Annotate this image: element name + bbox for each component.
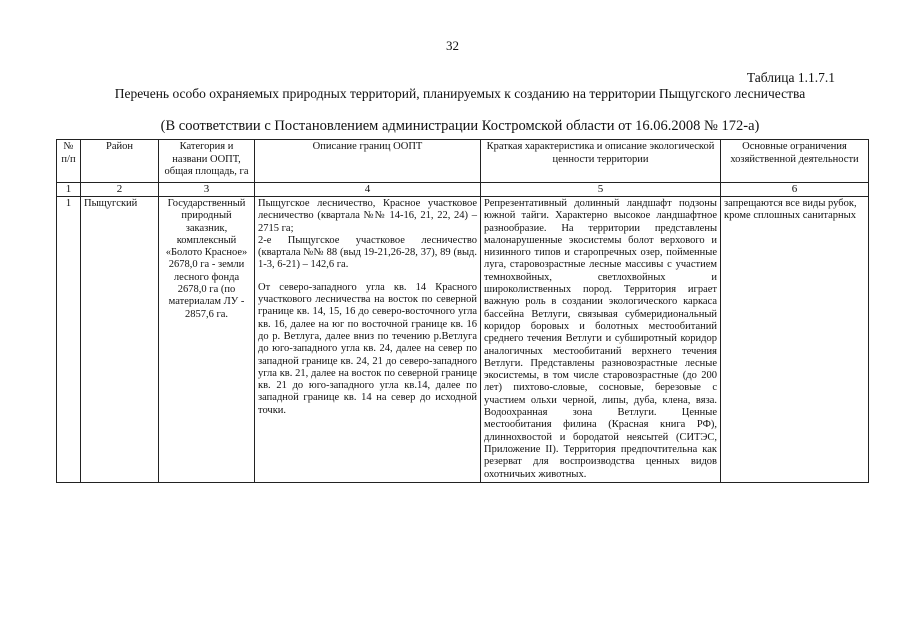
table-header-row [57,140,869,183]
row-characteristic: Репрезентативный долинный ландшафт подзоны южной тайги. Характерно высокое ландшафтное разнообразие. На территории представлены малонарушенные экосистемы болот верхового и низинного типов и старопречных озер, пойменные луга, старовозрастные лесные массивы с участием темнохвойных, светлохвойных и широколиственных пород. Территория играет важную роль в создании экологического каркаса бассейна Ветлуги, связывая субмеридиональный коридор боровых и болотных местообитаний среднего течения Ветлуги и субширотный коридор аналогичных местообитаний верхнего течения Ветлуги. Представлены разновозрастные лесные экосистемы, в том числе старовозрастные (до 200 лет) пихтово-словые, сосновые, березовые с участием ольхи черной, липы, дуба, клена, вяза. Водоохранная зона Ветлуги. Ценные местообитания филина (Красная книга РФ), длиннохвостой и бородатой неясытей (СИТЭС, Приложение II). Территория предпочтительна как резерват для воспроизводства ценных видов охотничьих животных. [481,197,721,483]
boundaries-paragraph-1: Пыщугское лесничество, Красное участковое лесничество (квартала №№ 14-16, 21, 22, 24) – 2715 га; [258,198,477,234]
header-characteristic: Краткая характеристика и описание экологической ценности территории [481,140,721,183]
column-number: 6 [721,183,869,197]
header-district: Район [81,140,159,183]
column-number: 5 [481,183,721,197]
row-category: Государственный природный заказник, комплексный «Болото Красное» 2678,0 га - земли лесного фонда 2678,0 га (по материалам ЛУ - 2857,6 га. [159,197,255,483]
row-restrictions: запрещаются все виды рубок, кроме сплошных санитарных [721,197,869,483]
row-number: 1 [57,197,81,483]
header-category: Категория и названи ООПТ, общая площадь, га [159,140,255,183]
column-numbers-row [57,183,869,197]
table-row [57,197,869,483]
column-number: 4 [255,183,481,197]
column-number: 1 [57,183,81,197]
protected-areas-table [56,139,869,483]
table-number: Таблица 1.1.7.1 [746,70,835,85]
boundaries-paragraph-3: От северо-западного угла кв. 14 Красного участкового лесничества на восток по северной границе кв. 14, 15, 16 до северо-восточного угла кв. 16, далее на юг по восточной границе кв. 16 до р. Ветлуга, далее вниз по течению р.Ветлуга до юго-западного угла кв. 24, далее на север по западной границе кв. 24, 21 до северо-западного угла кв. 21, далее на восток по северной границе кв. 21 до юго-западного угла кв.14, далее по западной границе кв. 14 на север до исходной точки. [258,281,477,416]
header-boundaries: Описание границ ООПТ [255,140,481,183]
page-subtitle: (В соответствии с Постановлением администрации Костромской области от 16.06.2008 № 172-а) [160,118,760,134]
boundaries-paragraph-2: 2-е Пыщугское участковое лесничество (квартала №№ 88 (выд 19-21,26-28, 37), 89 (выд. 1-3, 6-21) – 142,6 га. [258,234,477,271]
header-number: № п/п [57,140,81,183]
page-number: 32 [446,38,459,53]
paragraph-gap [258,272,477,282]
column-number: 2 [81,183,159,197]
page-title: Перечень особо охраняемых природных территорий, планируемых к созданию на территории Пыщугского лесничества [114,86,806,101]
header-restrictions: Основные ограничения хозяйственной деятельности [721,140,869,183]
row-boundaries [255,197,481,483]
column-number: 3 [159,183,255,197]
row-district: Пыщугский [81,197,159,483]
